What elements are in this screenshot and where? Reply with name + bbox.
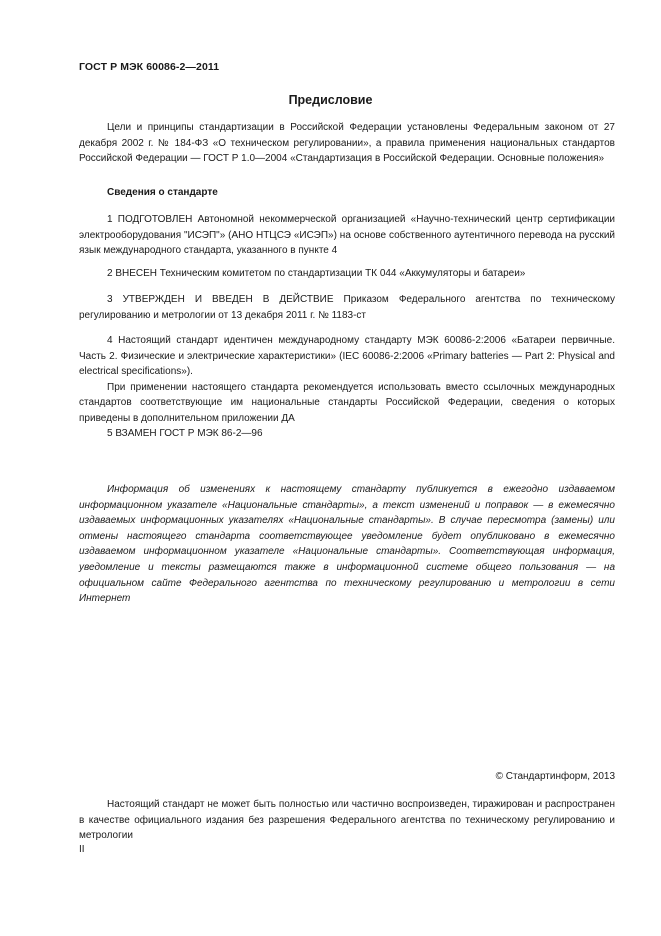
amendments-notice-text: Информация об изменениях к настоящему стандарту публикуется в ежегодно издаваемом информационном указателе «Национальные стандарты», а текст изменений и поправок — в ежемесячно издаваемых информационных указателях «Национальные стандарты». В случае пересмотра (замены) или отмены настоящего стандарта соответствующее уведомление будет опубликовано в ежемесячно издаваемом информационном указателе «Национальные стандарты». Соответствующая информация, уведомление и тексты размещаются также в информационной системе общего пользования — на официальном сайте Федерального агентства по техническому регулированию и метрологии в сети Интернет (79, 484, 615, 605)
info-item-2-text: 2 ВНЕСЕН Техническим комитетом по стандартизации ТК 044 «Аккумуляторы и батареи» (107, 268, 526, 279)
info-item-4 (79, 333, 615, 427)
info-item-3 (79, 292, 615, 323)
preface-intro (79, 120, 615, 167)
info-item-5-text: 5 ВЗАМЕН ГОСТ Р МЭК 86-2—96 (107, 428, 263, 439)
info-item-1-text: 1 ПОДГОТОВЛЕН Автономной некоммерческой организацией «Научно-технический центр сертификации электрооборудования "ИСЭП"» (АНО НТЦСЭ «ИСЭП») на основе собственного аутентичного перевода на русский язык международного стандарта, указанного в пункте 4 (79, 214, 615, 257)
preface-intro-text: Цели и принципы стандартизации в Российской Федерации установлены Федеральным законом от 27 декабря 2002 г. № 184-ФЗ «О техническом регулировании», а правила применения национальных стандартов Российской Федерации — ГОСТ Р 1.0—2004 «Стандартизация в Российской Федерации. Основные положения» (79, 122, 615, 165)
page-title: Предисловие (288, 93, 373, 107)
info-item-3-text: 3 УТВЕРЖДЕН И ВВЕДЕН В ДЕЙСТВИЕ Приказом Федерального агентства по техническому регулированию и метрологии от 13 декабря 2011 г. № 1183-ст (79, 294, 615, 321)
legal-notice (79, 797, 615, 844)
info-item-4-text: 4 Настоящий стандарт идентичен международному стандарту МЭК 60086-2:2006 «Батареи первичные. Часть 2. Физические и электрические характеристики» (IEC 60086-2:2006 «Primary batteries — Part 2: Physical and electrical specifications»). (79, 335, 615, 378)
standard-info-heading: Сведения о стандарте (107, 187, 218, 198)
legal-notice-text: Настоящий стандарт не может быть полностью или частично воспроизведен, тиражирован и распространен в качестве официального издания без разрешения Федерального агентства по техническому регулированию и метрологии (79, 799, 615, 842)
info-item-5 (79, 426, 615, 442)
page-number: II (79, 844, 85, 855)
copyright: © Стандартинформ, 2013 (495, 771, 615, 782)
info-item-2 (79, 266, 615, 282)
info-item-1 (79, 212, 615, 259)
info-item-4-note: При применении настоящего стандарта рекомендуется использовать вместо ссылочных международных стандартов соответствующие им национальные стандарты Российской Федерации, сведения о которых приведены в дополнительном приложении ДА (79, 381, 615, 424)
amendments-notice (79, 482, 615, 607)
document-code: ГОСТ Р МЭК 60086-2—2011 (79, 61, 220, 73)
